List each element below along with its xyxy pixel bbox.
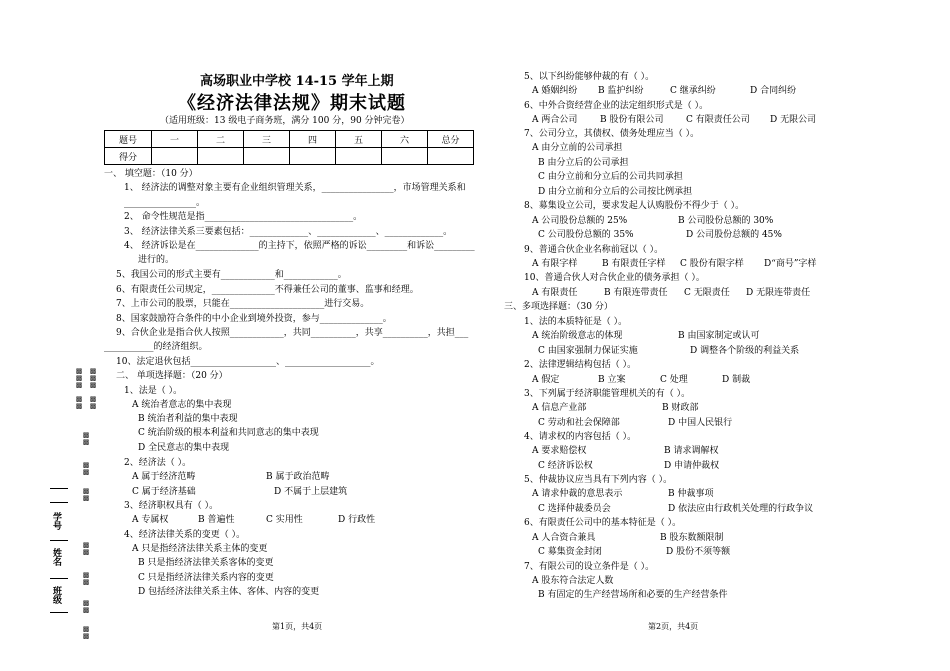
option-c[interactable]: C 继承纠纷 [670,86,716,96]
option-d[interactable]: D 行政性 [338,515,376,525]
score-input-cell[interactable] [198,148,244,165]
margin-decoration: ▩ ▩ [82,599,90,614]
margin-decoration: ▩ ▩ [82,431,90,446]
question-text: 1、 经济法的调整对象主要有企业组织管理关系，________________，市场管理关系和 [124,183,466,193]
class-label: 班级 [51,586,61,604]
question-text: 6、有限责任公司中的基本特征是（ ）。 [524,518,682,528]
question-text: 2、 命令性规范是指_________________________________。 [124,212,363,222]
option-a[interactable]: A 属于经济范畴 [132,472,196,482]
table-cell: 题号 [105,131,152,148]
option-c[interactable]: C 劳动和社会保障部 [538,418,620,428]
table-cell: 总分 [428,131,474,148]
table-cell: 六 [382,131,428,148]
margin-line [50,612,68,613]
question-text: 2、经济法（ ）。 [124,458,192,468]
question-text: 5、以下纠纷能够仲裁的有（ ）。 [524,72,655,82]
question-text: 3、经济职权具有（ ）。 [124,501,219,511]
option-b[interactable]: B 由国家制定或认可 [678,331,760,341]
option-d[interactable]: D 调整各个阶级的利益关系 [690,346,800,356]
option-a[interactable]: A 要求赔偿权 [532,446,587,456]
question-text: 7、有限公司的设立条件是（ ）。 [524,562,655,572]
question-text: 9、合伙企业是指合伙人按照____________，共同__________，共享__________，共担___ [116,328,469,338]
option-b[interactable]: B 有限责任字样 [602,259,666,269]
option-d[interactable]: D 无限连带责任 [746,288,811,298]
option-d[interactable]: D 股份不须等额 [666,547,731,557]
option-a[interactable]: A 由分立前的公司承担 [532,143,623,153]
option-c[interactable]: C 有限责任公司 [686,115,750,125]
option-a[interactable]: A 专属权 [132,515,169,525]
option-d[interactable]: D 中国人民银行 [668,418,733,428]
option-b[interactable]: B 请求调解权 [664,446,719,456]
score-input-cell[interactable] [244,148,290,165]
option-b[interactable]: B 股东数额限制 [660,533,724,543]
option-b[interactable]: B 有固定的生产经营场所和必要的生产经营条件 [538,590,728,600]
table-cell: 四 [290,131,336,148]
question-text: 1、法的本质特征是（ ）。 [524,317,628,327]
option-d[interactable]: D 包括经济法律关系主体、客体、内容的变更 [138,587,320,597]
page-number-left: 第1页，共4页 [272,622,323,631]
table-cell: 得分 [105,148,152,165]
option-a[interactable]: A 有限字样 [532,259,578,269]
margin-decoration: ▩ ▩ ▩ [75,367,83,389]
option-c[interactable]: C 公司股份总额的 35% [538,230,634,240]
option-c[interactable]: C 无限责任 [684,288,730,298]
margin-line [50,488,68,489]
margin-decoration: ▩ ▩ [89,395,97,410]
option-c[interactable]: C 实用性 [266,515,303,525]
score-table-score-row [105,148,474,165]
option-c[interactable]: C 经济诉讼权 [538,461,593,471]
question-text: 7、上市公司的股票，只能在_____________________进行交易。 [116,299,370,309]
option-b[interactable]: B 公司股份总额的 30% [678,216,774,226]
score-input-cell[interactable] [290,148,336,165]
question-text: 4、请求权的内容包括（ ）。 [524,432,637,442]
option-a[interactable]: A 假定 [532,375,560,385]
option-c[interactable]: C 募集资金封闭 [538,547,602,557]
option-d[interactable]: D 合同纠纷 [750,86,797,96]
option-a[interactable]: A 有限责任 [532,288,578,298]
option-d[interactable]: D 由分立前和分立后的公司按比例承担 [538,187,693,197]
option-d[interactable]: D 不属于上层建筑 [274,487,348,497]
name-label: 姓名 [51,548,61,566]
question-text: 2、法律逻辑结构包括（ ）。 [524,360,637,370]
option-a[interactable]: A 请求仲裁的意思表示 [532,489,623,499]
question-text: 4、经济法律关系的变更（ ）。 [124,530,246,540]
option-a[interactable]: A 人合资合兼具 [532,533,596,543]
table-cell: 三 [244,131,290,148]
table-cell: 二 [198,131,244,148]
question-text: 10、普通合伙人对合伙企业的债务承担（ ）。 [524,273,705,283]
option-b[interactable]: B 属于政治范畴 [266,472,330,482]
question-text: 8、募集设立公司，要求发起人认购股份不得少于（ ）。 [524,201,745,211]
option-b[interactable]: B 监护纠纷 [598,86,644,96]
option-d[interactable]: D 无限公司 [770,115,817,125]
question-text: 10、法定退伙包括___________________、___________________。 [116,357,380,367]
option-b[interactable]: B 普遍性 [198,515,235,525]
option-a[interactable]: A 统治阶级意志的体现 [532,331,623,341]
score-input-cell[interactable] [336,148,382,165]
question-text: 5、仲裁协议应当具有下列内容（ ）。 [524,475,673,485]
question-text: 3、 经济法律关系三要素包括：_____________、_____________、_____________。 [124,227,453,237]
score-input-cell[interactable] [152,148,198,165]
margin-decoration: ▩ ▩ [82,487,90,502]
section-heading: 二、 单项选择题：（20 分） [116,371,228,381]
margin-decoration: ▩ ▩ [82,625,90,640]
option-c[interactable]: C 统治阶级的根本利益和共同意志的集中表现 [138,428,319,438]
option-a[interactable]: A 婚姻纠纷 [532,86,578,96]
option-c[interactable]: C 股份有限字样 [680,259,744,269]
question-text: 进行的。 [138,255,175,265]
option-d[interactable]: D 公司股份总额的 45% [686,230,782,240]
margin-decoration: ▩ ▩ [82,541,90,556]
page-number-right: 第2页，共4页 [648,622,699,631]
margin-decoration: ▩ ▩ ▩ [89,367,97,389]
margin-decoration: ▩ ▩ [75,395,83,410]
option-c[interactable]: C 选择仲裁委员会 [538,504,611,514]
question-text: 1、法是（ ）。 [124,386,183,396]
margin-line [50,578,68,579]
score-input-cell[interactable] [382,148,428,165]
option-a[interactable]: A 公司股份总额的 25% [532,216,628,226]
option-a[interactable]: A 两合公司 [532,115,578,125]
section-heading: 三、多项选择题：（30 分） [504,302,613,312]
option-c[interactable]: C 由国家强制力保证实施 [538,346,638,356]
question-text: ___________的经济组织。 [104,342,208,352]
question-text: 6、中外合资经营企业的法定组织形式是（ ）。 [524,101,709,111]
question-text: 9、普通合伙企业名称前冠以（ ）。 [524,245,664,255]
option-a[interactable]: A 只是指经济法律关系主体的变更 [132,544,268,554]
option-c[interactable]: C 只是指经济法律关系内容的变更 [138,573,274,583]
score-input-cell[interactable] [428,148,474,165]
option-b[interactable]: B 财政部 [662,403,699,413]
option-d[interactable]: D“商号”字样 [764,259,817,269]
option-b[interactable]: B 有限连带责任 [604,288,668,298]
option-d[interactable]: D 制裁 [722,375,751,385]
option-b[interactable]: B 由分立后的公司承担 [538,158,629,168]
school-line: 高场职业中学校 14-15 学年上期 [200,74,394,89]
margin-line [50,540,68,541]
option-b[interactable]: B 只是指经济法律关系客体的变更 [138,558,274,568]
option-c[interactable]: C 属于经济基础 [132,487,196,497]
question-text: 4、 经济诉讼是在______________的主持下，依照严格的诉讼_________和诉讼_________ [124,241,475,251]
option-d[interactable]: D 全民意志的集中表现 [138,443,230,453]
question-text: ________________。 [124,198,206,208]
option-b[interactable]: B 仲裁事项 [668,489,714,499]
question-text: 6、有限责任公司规定，______________不得兼任公司的董事、监事和经理。 [116,285,419,295]
option-a[interactable]: A 股东符合法定人数 [532,576,614,586]
table-cell: 一 [152,131,198,148]
option-b[interactable]: B 股份有限公司 [600,115,664,125]
option-c[interactable]: C 由分立前和分立后的公司共同承担 [538,172,683,182]
question-text: 5、我国公司的形式主要有____________和____________。 [116,270,347,280]
question-text: 3、下列属于经济职能管理机关的有（ ）。 [524,389,691,399]
option-d[interactable]: D 申请仲裁权 [664,461,720,471]
margin-line [50,502,68,503]
score-table [104,130,474,165]
score-table-header-row [105,131,474,148]
option-d[interactable]: D 依法应由行政机关处理的行政争议 [668,504,814,514]
exam-title: 《经济法律法规》期末试题 [178,93,406,114]
margin-decoration: ▩ ▩ [82,461,90,476]
option-a[interactable]: A 信息产业部 [532,403,587,413]
option-a[interactable]: A 统治者意志的集中表现 [132,400,232,410]
student-id-label: 学号 [51,512,61,530]
table-cell: 五 [336,131,382,148]
exam-subtitle: （适用班级：13 级电子商务班，满分 100 分，90 分钟完卷） [160,116,410,126]
margin-decoration: ▩ ▩ [82,571,90,586]
question-text: 8、国家鼓励符合条件的中小企业到境外投资，参与______________。 [116,314,392,324]
option-b[interactable]: B 立案 [598,375,626,385]
option-c[interactable]: C 处理 [660,375,688,385]
option-b[interactable]: B 统治者利益的集中表现 [138,414,238,424]
section-heading: 一、 填空题：（10 分） [104,169,198,179]
question-text: 7、公司分立，其债权、债务处理应当（ ）。 [524,129,700,139]
